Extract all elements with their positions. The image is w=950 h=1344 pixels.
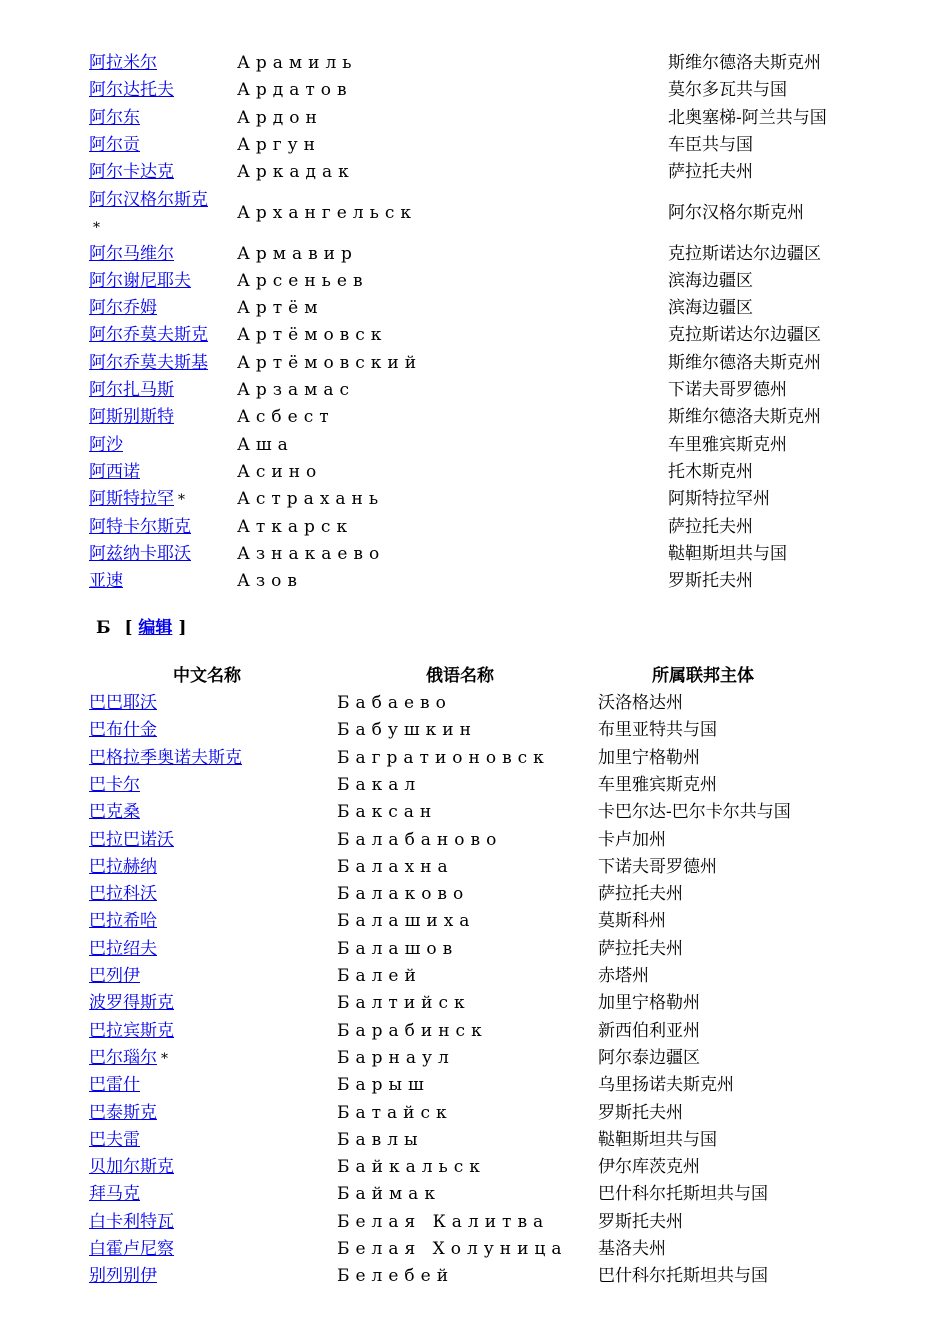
column-header-chinese-name: 中文名称 — [173, 666, 241, 686]
federal-subject-cell: 莫斯科州 — [598, 911, 666, 932]
federal-subject-cell: 罗斯托夫州 — [598, 1211, 683, 1232]
federal-subject-cell: 莫尔多瓦共与国 — [668, 80, 787, 101]
federal-subject-cell: 鞑靼斯坦共与国 — [598, 1129, 717, 1150]
chinese-name-cell — [89, 799, 140, 826]
russian-name-cell: Белебей — [337, 1266, 455, 1287]
russian-name-cell: Бавлы — [337, 1129, 424, 1150]
federal-subject-cell: 巴什科尔托斯坦共与国 — [598, 1184, 768, 1205]
russian-name-cell: Балахна — [337, 856, 454, 877]
federal-subject-cell: 加里宁格勒州 — [598, 747, 700, 768]
city-link[interactable]: 阿斯特拉罕 — [89, 489, 174, 510]
chinese-name-cell — [89, 241, 174, 268]
table-row — [0, 1181, 950, 1208]
city-link[interactable]: 阿尔扎马斯 — [89, 380, 174, 400]
table-row — [0, 1045, 950, 1072]
table-row — [0, 132, 950, 159]
city-link[interactable]: 白卡利特瓦 — [89, 1211, 174, 1232]
chinese-name-cell — [89, 908, 157, 935]
column-header-russian-name: 俄语名称 — [426, 666, 494, 686]
russian-name-cell: Асино — [237, 461, 323, 482]
capital-marker: * — [93, 219, 100, 236]
russian-name-cell: Арзамас — [237, 380, 356, 400]
city-link[interactable]: 巴卡尔 — [89, 774, 140, 795]
federal-subject-cell: 卡卢加州 — [598, 829, 666, 850]
city-link[interactable]: 白霍卢尼察 — [89, 1239, 174, 1259]
city-link[interactable]: 阿沙 — [89, 434, 123, 455]
city-link[interactable]: 阿拉米尔 — [89, 53, 157, 73]
russian-name-cell: Азов — [237, 571, 303, 592]
city-link[interactable]: 波罗得斯克 — [89, 993, 174, 1014]
city-link[interactable]: 别列别伊 — [89, 1266, 157, 1287]
city-link[interactable]: 巴拉宾斯克 — [89, 1020, 174, 1041]
russian-name-cell: Армавир — [237, 243, 358, 264]
federal-subject-cell: 罗斯托夫州 — [598, 1102, 683, 1123]
table-row — [0, 404, 950, 431]
chinese-name-cell — [89, 268, 191, 295]
russian-name-cell: Артёмовский — [237, 352, 423, 373]
section-heading-b — [96, 614, 186, 642]
russian-name-cell: Астрахань — [237, 489, 385, 510]
table-row — [0, 1154, 950, 1181]
federal-subject-cell: 下诺夫哥罗德州 — [668, 380, 787, 400]
chinese-name-cell — [89, 745, 242, 772]
table-row — [0, 350, 950, 377]
city-link[interactable]: 阿尔马维尔 — [89, 243, 174, 264]
bracket-open: [ — [124, 618, 133, 638]
chinese-name-cell — [89, 50, 157, 77]
table-row — [0, 1072, 950, 1099]
city-link[interactable]: 巴列伊 — [89, 966, 140, 986]
table-row — [0, 990, 950, 1017]
federal-subject-cell: 赤塔州 — [598, 966, 649, 986]
table-row — [0, 881, 950, 908]
chinese-name-cell — [89, 568, 123, 595]
capital-marker: * — [178, 492, 185, 509]
table-row — [0, 745, 950, 772]
federal-subject-cell: 卡巴尔达-巴尔卡尔共与国 — [598, 802, 791, 823]
city-link[interactable]: 阿兹纳卡耶沃 — [89, 543, 191, 564]
chinese-name-cell — [89, 1045, 168, 1073]
russian-name-cell: Асбест — [237, 407, 335, 428]
chinese-name-cell — [89, 827, 174, 854]
chinese-name-cell — [89, 690, 157, 717]
russian-name-cell: Бабаево — [337, 693, 452, 713]
city-link[interactable]: 巴布什金 — [89, 720, 157, 741]
russian-name-cell: Ардон — [237, 107, 323, 128]
federal-subject-cell: 萨拉托夫州 — [668, 516, 753, 537]
chinese-name-cell — [89, 936, 157, 963]
chinese-name-cell — [89, 322, 208, 349]
russian-name-cell: Баймак — [337, 1184, 441, 1205]
federal-subject-cell: 斯维尔德洛夫斯克州 — [668, 352, 821, 373]
chinese-name-cell — [89, 377, 174, 404]
table-row — [0, 772, 950, 799]
chinese-name-cell — [89, 432, 123, 459]
russian-name-cell: Азнакаево — [237, 543, 386, 564]
chinese-name-cell — [89, 1263, 157, 1290]
bracket-close: ] — [178, 618, 187, 638]
chinese-name-cell — [89, 717, 157, 744]
federal-subject-cell: 阿尔泰边疆区 — [598, 1047, 700, 1068]
city-link[interactable]: 巴拉希哈 — [89, 911, 157, 932]
russian-name-cell: Барнаул — [337, 1047, 455, 1068]
table-row — [0, 268, 950, 295]
russian-name-cell: Барабинск — [337, 1020, 488, 1041]
table-row — [0, 432, 950, 459]
table-row — [0, 295, 950, 322]
city-link[interactable]: 阿特卡尔斯克 — [89, 516, 191, 537]
table-row — [0, 459, 950, 486]
chinese-name-cell — [89, 486, 185, 514]
city-link[interactable]: 阿尔卡达克 — [89, 162, 174, 183]
table-row — [0, 322, 950, 349]
russian-name-cell: Багратионовск — [337, 747, 550, 768]
federal-subject-cell: 托木斯克州 — [668, 461, 753, 482]
table-row — [0, 799, 950, 826]
chinese-name-cell — [89, 1018, 174, 1045]
russian-name-cell: Балашов — [337, 938, 459, 959]
city-link[interactable]: 阿尔乔姆 — [89, 298, 157, 319]
chinese-name-cell — [89, 295, 157, 322]
russian-name-cell: Балабаново — [337, 829, 503, 850]
russian-name-cell: Аркадак — [237, 162, 355, 183]
russian-name-cell: Баксан — [337, 802, 438, 823]
table-row — [0, 936, 950, 963]
federal-subject-cell: 克拉斯诺达尔边疆区 — [668, 243, 821, 264]
federal-subject-cell: 滨海边疆区 — [668, 270, 753, 291]
federal-subject-cell: 下诺夫哥罗德州 — [598, 856, 717, 877]
federal-subject-cell: 阿尔汉格尔斯克州 — [668, 202, 804, 223]
chinese-name-cell — [89, 1072, 140, 1099]
city-link[interactable]: 阿尔乔莫夫斯基 — [89, 352, 208, 373]
federal-subject-cell: 布里亚特共与国 — [598, 720, 717, 741]
federal-subject-cell: 克拉斯诺达尔边疆区 — [668, 325, 821, 346]
table-row — [0, 1127, 950, 1154]
table-row — [0, 541, 950, 568]
chinese-name-cell — [89, 159, 174, 186]
chinese-name-cell — [89, 1236, 174, 1263]
table-row — [0, 77, 950, 104]
table-row — [0, 1100, 950, 1127]
federal-subject-cell: 新西伯利亚州 — [598, 1020, 700, 1041]
federal-subject-cell: 沃洛格达州 — [598, 693, 683, 713]
city-link[interactable]: 巴拉科沃 — [89, 884, 157, 905]
russian-name-cell: Белая Холуница — [337, 1239, 568, 1259]
table-row — [0, 1236, 950, 1263]
table-row — [0, 690, 950, 717]
capital-marker: * — [161, 1050, 168, 1067]
russian-name-cell: Аргун — [237, 134, 321, 155]
chinese-name-cell — [89, 77, 174, 104]
russian-name-cell: Архангельск — [237, 202, 417, 223]
city-link[interactable]: 巴克桑 — [89, 802, 140, 823]
chinese-name-cell — [89, 1127, 140, 1154]
city-link[interactable]: 巴尔瑙尔 — [89, 1047, 157, 1068]
chinese-name-cell — [89, 132, 140, 159]
table-row — [0, 854, 950, 881]
table-row — [0, 1209, 950, 1236]
chinese-name-cell — [89, 854, 157, 881]
chinese-name-cell — [89, 963, 140, 990]
chinese-name-cell — [89, 514, 191, 541]
federal-subject-cell: 斯维尔德洛夫斯克州 — [668, 53, 821, 73]
table-row — [0, 187, 950, 241]
federal-subject-cell: 萨拉托夫州 — [668, 162, 753, 183]
table-row — [0, 377, 950, 404]
chinese-name-cell — [89, 1100, 157, 1127]
federal-subject-cell: 伊尔库茨克州 — [598, 1157, 700, 1178]
table-row — [0, 1018, 950, 1045]
city-link[interactable]: 巴巴耶沃 — [89, 693, 157, 713]
city-link[interactable]: 巴雷什 — [89, 1075, 140, 1096]
chinese-name-cell — [89, 1154, 174, 1181]
city-link[interactable]: 阿尔贡 — [89, 134, 140, 155]
table-row — [0, 827, 950, 854]
chinese-name-cell — [89, 772, 140, 799]
city-link[interactable]: 巴格拉季奥诺夫斯克 — [89, 747, 242, 768]
chinese-name-cell — [89, 990, 174, 1017]
table-row — [0, 908, 950, 935]
city-link[interactable]: 阿尔谢尼耶夫 — [89, 270, 191, 291]
table-row — [0, 568, 950, 595]
city-link[interactable]: 阿尔达托夫 — [89, 80, 174, 101]
chinese-name-cell — [89, 404, 174, 431]
federal-subject-cell: 鞑靼斯坦共与国 — [668, 543, 787, 564]
chinese-name-cell — [89, 541, 191, 568]
city-link[interactable]: 贝加尔斯克 — [89, 1157, 174, 1178]
table-row — [0, 514, 950, 541]
table-row — [0, 486, 950, 513]
russian-name-cell: Балаково — [337, 884, 470, 905]
city-link[interactable]: 阿西诺 — [89, 461, 140, 482]
russian-name-cell: Артёмовск — [237, 325, 388, 346]
city-link[interactable]: 拜马克 — [89, 1184, 140, 1205]
russian-name-cell: Бакал — [337, 774, 422, 795]
federal-subject-cell: 萨拉托夫州 — [598, 884, 683, 905]
chinese-name-cell — [89, 459, 140, 486]
table-row — [0, 50, 950, 77]
chinese-name-cell — [89, 105, 140, 132]
table-row — [0, 963, 950, 990]
city-link[interactable]: 阿尔汉格尔斯克 — [89, 189, 208, 210]
federal-subject-cell: 阿斯特拉罕州 — [668, 489, 770, 510]
federal-subject-cell: 车里雅宾斯克州 — [598, 774, 717, 795]
section-letter: Б — [96, 618, 111, 638]
federal-subject-cell: 巴什科尔托斯坦共与国 — [598, 1266, 768, 1287]
edit-link[interactable]: 编辑 — [138, 618, 173, 638]
russian-name-cell: Байкальск — [337, 1157, 486, 1178]
table-row — [0, 717, 950, 744]
federal-subject-cell: 乌里扬诺夫斯克州 — [598, 1075, 734, 1096]
russian-name-cell: Балей — [337, 966, 422, 986]
russian-name-cell: Белая Калитва — [337, 1211, 550, 1232]
russian-name-cell: Артём — [237, 298, 324, 319]
chinese-name-cell — [89, 350, 208, 377]
table-row — [0, 105, 950, 132]
city-link[interactable]: 巴拉巴诺沃 — [89, 829, 174, 850]
chinese-name-cell — [89, 1181, 140, 1208]
russian-name-cell: Арамиль — [237, 53, 358, 73]
federal-subject-cell: 北奥塞梯-阿兰共与国 — [668, 107, 827, 128]
russian-name-cell: Ардатов — [237, 80, 353, 101]
city-link[interactable]: 阿尔东 — [89, 107, 140, 128]
federal-subject-cell: 基洛夫州 — [598, 1239, 666, 1259]
table-row — [0, 159, 950, 186]
chinese-name-cell — [89, 881, 157, 908]
table-row — [0, 241, 950, 268]
city-link[interactable]: 阿斯别斯特 — [89, 407, 174, 428]
russian-name-cell: Барыш — [337, 1075, 430, 1096]
city-link[interactable]: 巴拉绍夫 — [89, 938, 157, 959]
russian-name-cell: Арсеньев — [237, 270, 369, 291]
city-link[interactable]: 巴泰斯克 — [89, 1102, 157, 1123]
chinese-name-cell — [89, 1209, 174, 1236]
federal-subject-cell: 加里宁格勒州 — [598, 993, 700, 1014]
russian-name-cell: Батайск — [337, 1102, 453, 1123]
russian-name-cell: Бабушкин — [337, 720, 477, 741]
city-link[interactable]: 巴拉赫纳 — [89, 856, 157, 877]
chinese-name-cell — [89, 187, 208, 242]
federal-subject-cell: 车臣共与国 — [668, 134, 753, 155]
federal-subject-cell: 罗斯托夫州 — [668, 571, 753, 592]
city-link[interactable]: 巴夫雷 — [89, 1129, 140, 1150]
federal-subject-cell: 斯维尔德洛夫斯克州 — [668, 407, 821, 428]
table-row — [0, 1263, 950, 1290]
russian-name-cell: Аша — [237, 434, 294, 455]
federal-subject-cell: 滨海边疆区 — [668, 298, 753, 319]
russian-name-cell: Балашиха — [337, 911, 476, 932]
russian-name-cell: Балтийск — [337, 993, 471, 1014]
column-header-federal-subject: 所属联邦主体 — [652, 666, 754, 686]
russian-name-cell: Аткарск — [237, 516, 354, 537]
federal-subject-cell: 车里雅宾斯克州 — [668, 434, 787, 455]
city-link[interactable]: 亚速 — [89, 571, 123, 592]
federal-subject-cell: 萨拉托夫州 — [598, 938, 683, 959]
city-link[interactable]: 阿尔乔莫夫斯克 — [89, 325, 208, 346]
